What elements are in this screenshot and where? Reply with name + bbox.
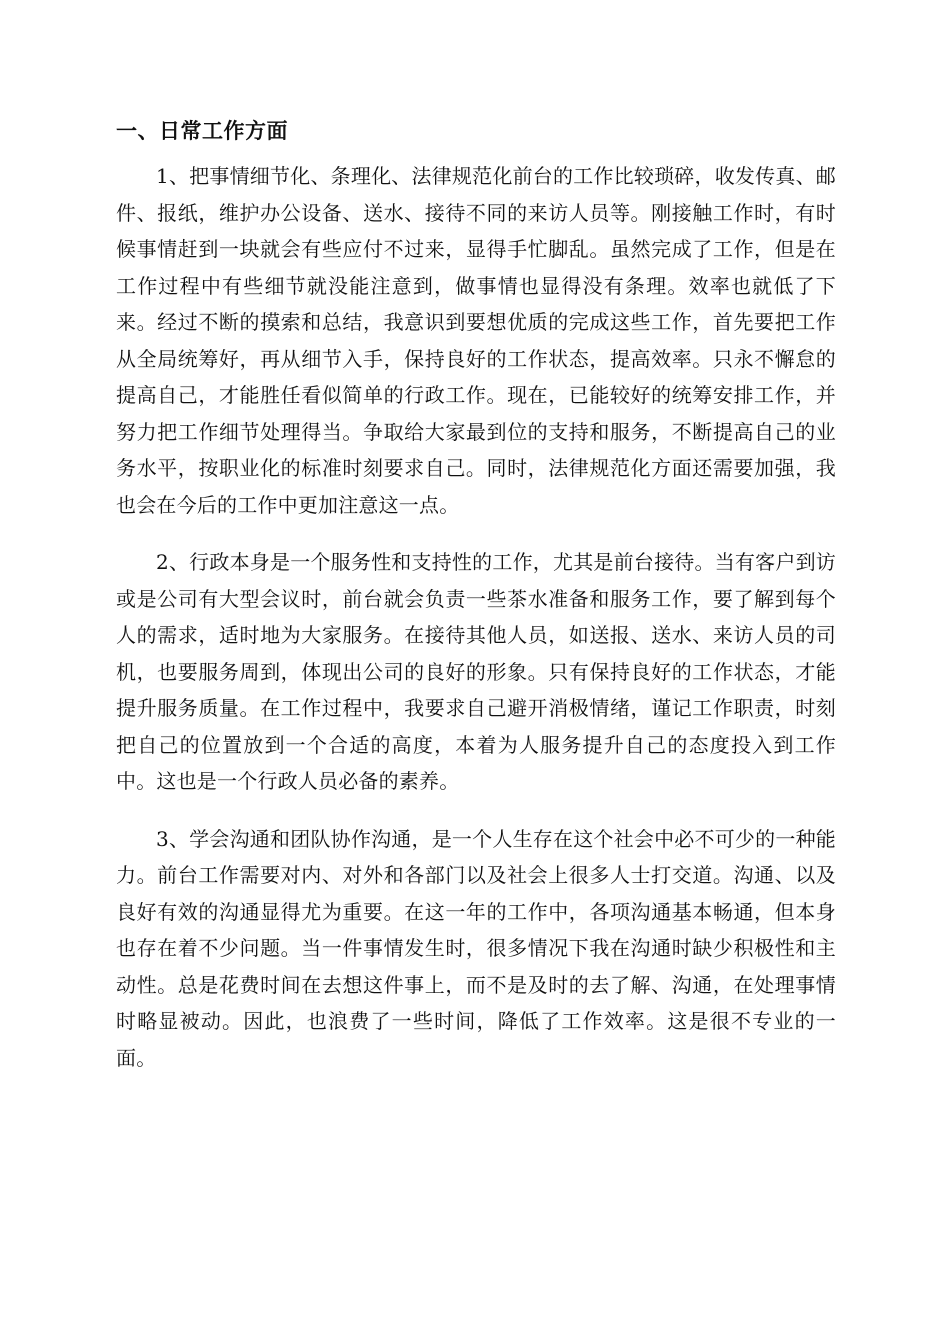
section-heading: 一、日常工作方面 — [116, 119, 288, 143]
paragraph-1: 1、把事情细节化、条理化、法律规范化前台的工作比较琐碎，收发传真、邮件、报纸，维护办公设备、送水、接待不同的来访人员等。刚接触工作时，有时候事情赶到一块就会有些应付不过来，显得手忙脚乱。虽然完成了工作，但是在工作过程中有些细节就没能注意到，做事情也显得没有条理。效率也就低了下来。经过不断的摸索和总结，我意识到要想优质的完成这些工作，首先要把工作从全局统筹好，再从细节入手，保持良好的工作状态，提高效率。只永不懈怠的提高自己，才能胜任看似简单的行政工作。现在，已能较好的统筹安排工作，并努力把工作细节处理得当。争取给大家最到位的支持和服务，不断提高自己的业务水平，按职业化的标准时刻要求自己。同时，法律规范化方面还需要加强，我也会在今后的工作中更加注意这一点。 — [116, 164, 836, 517]
document-page — [116, 112, 836, 1097]
paragraph-2: 2、行政本身是一个服务性和支持性的工作，尤其是前台接待。当有客户到访或是公司有大型会议时，前台就会负责一些茶水准备和服务工作，要了解到每个人的需求，适时地为大家服务。在接待其他人员，如送报、送水、来访人员的司机，也要服务周到，体现出公司的良好的形象。只有保持良好的工作状态，才能提升服务质量。在工作过程中，我要求自己避开消极情绪，谨记工作职责，时刻把自己的位置放到一个合适的高度，本着为人服务提升自己的态度投入到工作中。这也是一个行政人员必备的素养。 — [116, 550, 836, 793]
paragraph-3: 3、学会沟通和团队协作沟通，是一个人生存在这个社会中必不可少的一种能力。前台工作需要对内、对外和各部门以及社会上很多人士打交道。沟通、以及良好有效的沟通显得尤为重要。在这一年的工作中，各项沟通基本畅通，但本身也存在着不少问题。当一件事情发生时，很多情况下我在沟通时缺少积极性和主动性。总是花费时间在去想这件事上，而不是及时的去了解、沟通，在处理事情时略显被动。因此，也浪费了一些时间，降低了工作效率。这是很不专业的一面。 — [116, 826, 836, 1070]
